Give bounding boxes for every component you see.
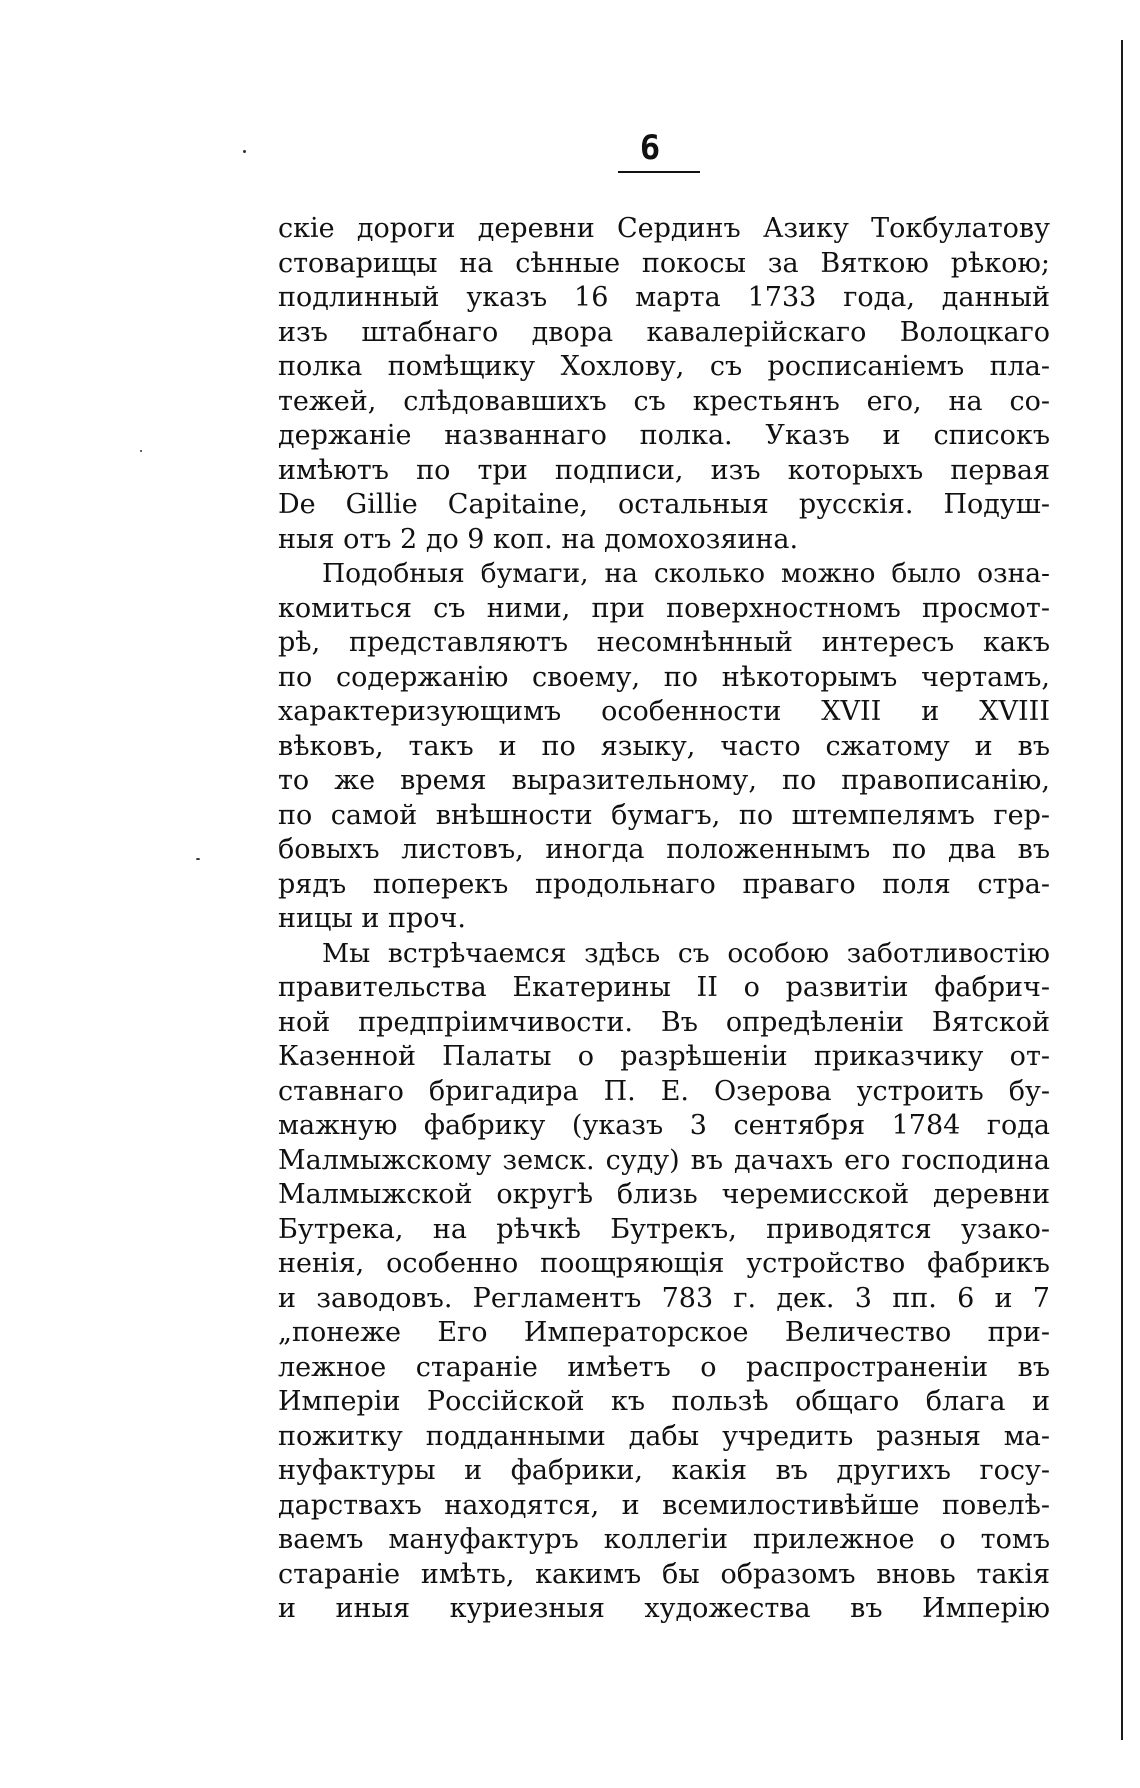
- text-line: De Gillie Capitaine, остальныя русскія. Подуш-: [278, 489, 1050, 520]
- text-line: и иныя куриезныя художества въ Имперію: [278, 1593, 1050, 1624]
- print-speck: [140, 450, 142, 452]
- text-line: вѣковъ, такъ и по языку, часто сжатому и въ: [278, 730, 1050, 762]
- text-line: Бутрека, на рѣчкѣ Бутрекъ, приводятся узако-: [278, 1213, 1050, 1245]
- paragraph: [278, 212, 1050, 557]
- text-line: ныя отъ 2 до 9 коп. на домохозяина.: [278, 523, 799, 555]
- text-line: стараніе имѣть, какимъ бы образомъ вновь такія: [278, 1558, 1050, 1590]
- body-text: [278, 212, 1050, 1627]
- text-line: имѣютъ по три подписи, изъ которыхъ первая: [278, 454, 1050, 486]
- text-line: подлинный указъ 16 марта 1733 года, данный: [278, 282, 1050, 313]
- print-speck: [243, 150, 246, 153]
- page-edge-line: [1121, 40, 1123, 1740]
- text-line: „понеже Его Императорское Величество при-: [278, 1317, 1050, 1348]
- text-line: изъ штабнаго двора кавалерійскаго Волоцкаго: [278, 316, 1050, 348]
- text-line: дарствахъ находятся, и всемилостивѣйше повелѣ-: [278, 1489, 1050, 1521]
- text-line: комиться съ ними, при поверхностномъ просмот-: [278, 592, 1050, 624]
- text-line: характеризующимъ особенности XVII и XVIII: [278, 696, 1050, 727]
- paragraph: [278, 557, 1050, 937]
- text-line: тежей, слѣдовавшихъ съ крестьянъ его, на со-: [278, 385, 1050, 417]
- text-line: лежное стараніе имѣетъ о распространеніи въ: [278, 1351, 1050, 1383]
- text-line: Малмыжской округѣ близь черемисской деревни: [278, 1179, 1050, 1210]
- text-line: Мы встрѣчаемся здѣсь съ особою заботливостію: [322, 937, 1050, 969]
- text-line: полка помѣщику Хохлову, съ росписаніемъ пла-: [278, 351, 1050, 382]
- text-line: Казенной Палаты о разрѣшеніи приказчику от-: [278, 1041, 1050, 1072]
- text-line: ницы и проч.: [278, 903, 466, 934]
- text-line: стоварищы на сѣнные покосы за Вяткою рѣкою;: [278, 247, 1050, 279]
- text-line: Имперіи Россійской къ пользѣ общаго блага и: [278, 1386, 1050, 1417]
- print-speck: [196, 858, 200, 860]
- text-line: ной предпріимчивости. Въ опредѣленіи Вятской: [278, 1006, 1050, 1038]
- text-line: и заводовъ. Регламентъ 783 г. дек. 3 пп. 6 и 7: [278, 1282, 1050, 1314]
- text-line: рѣ, представляютъ несомнѣнный интересъ какъ: [278, 627, 1050, 658]
- page-number: 6: [639, 128, 661, 168]
- text-line: правительства Екатерины II о развитіи фабрич-: [278, 972, 1050, 1003]
- text-line: ненія, особенно поощряющія устройство фабрикъ: [278, 1248, 1050, 1279]
- text-line: пожитку подданными дабы учредить разныя ма-: [278, 1420, 1050, 1452]
- text-line: то же время выразительному, по правописанію,: [278, 765, 1050, 796]
- text-line: Подобныя бумаги, на сколько можно было озна-: [322, 558, 1050, 589]
- text-line: по самой внѣшности бумагъ, по штемпелямъ гер-: [278, 799, 1050, 831]
- text-line: по содержанію своему, по нѣкоторымъ чертамъ,: [278, 661, 1050, 693]
- text-line: рядъ поперекъ продольнаго праваго поля стра-: [278, 868, 1050, 900]
- text-line: нуфактуры и фабрики, какія въ другихъ госу-: [278, 1455, 1050, 1486]
- text-line: мажную фабрику (указъ 3 сентября 1784 года: [278, 1110, 1050, 1141]
- text-line: Малмыжскому земск. суду) въ дачахъ его господина: [278, 1144, 1050, 1176]
- text-line: скіе дороги деревни Сердинъ Азику Токбулатову: [278, 213, 1050, 244]
- text-line: ставнаго бригадира П. Е. Озерова устроить бу-: [278, 1075, 1050, 1107]
- text-line: держаніе названнаго полка. Указъ и списокъ: [278, 420, 1050, 451]
- paragraph: [278, 937, 1050, 1627]
- page-number-underline: [618, 171, 700, 173]
- text-line: ваемъ мануфактуръ коллегіи прилежное о томъ: [278, 1524, 1050, 1555]
- text-line: бовыхъ листовъ, иногда положеннымъ по два въ: [278, 834, 1050, 865]
